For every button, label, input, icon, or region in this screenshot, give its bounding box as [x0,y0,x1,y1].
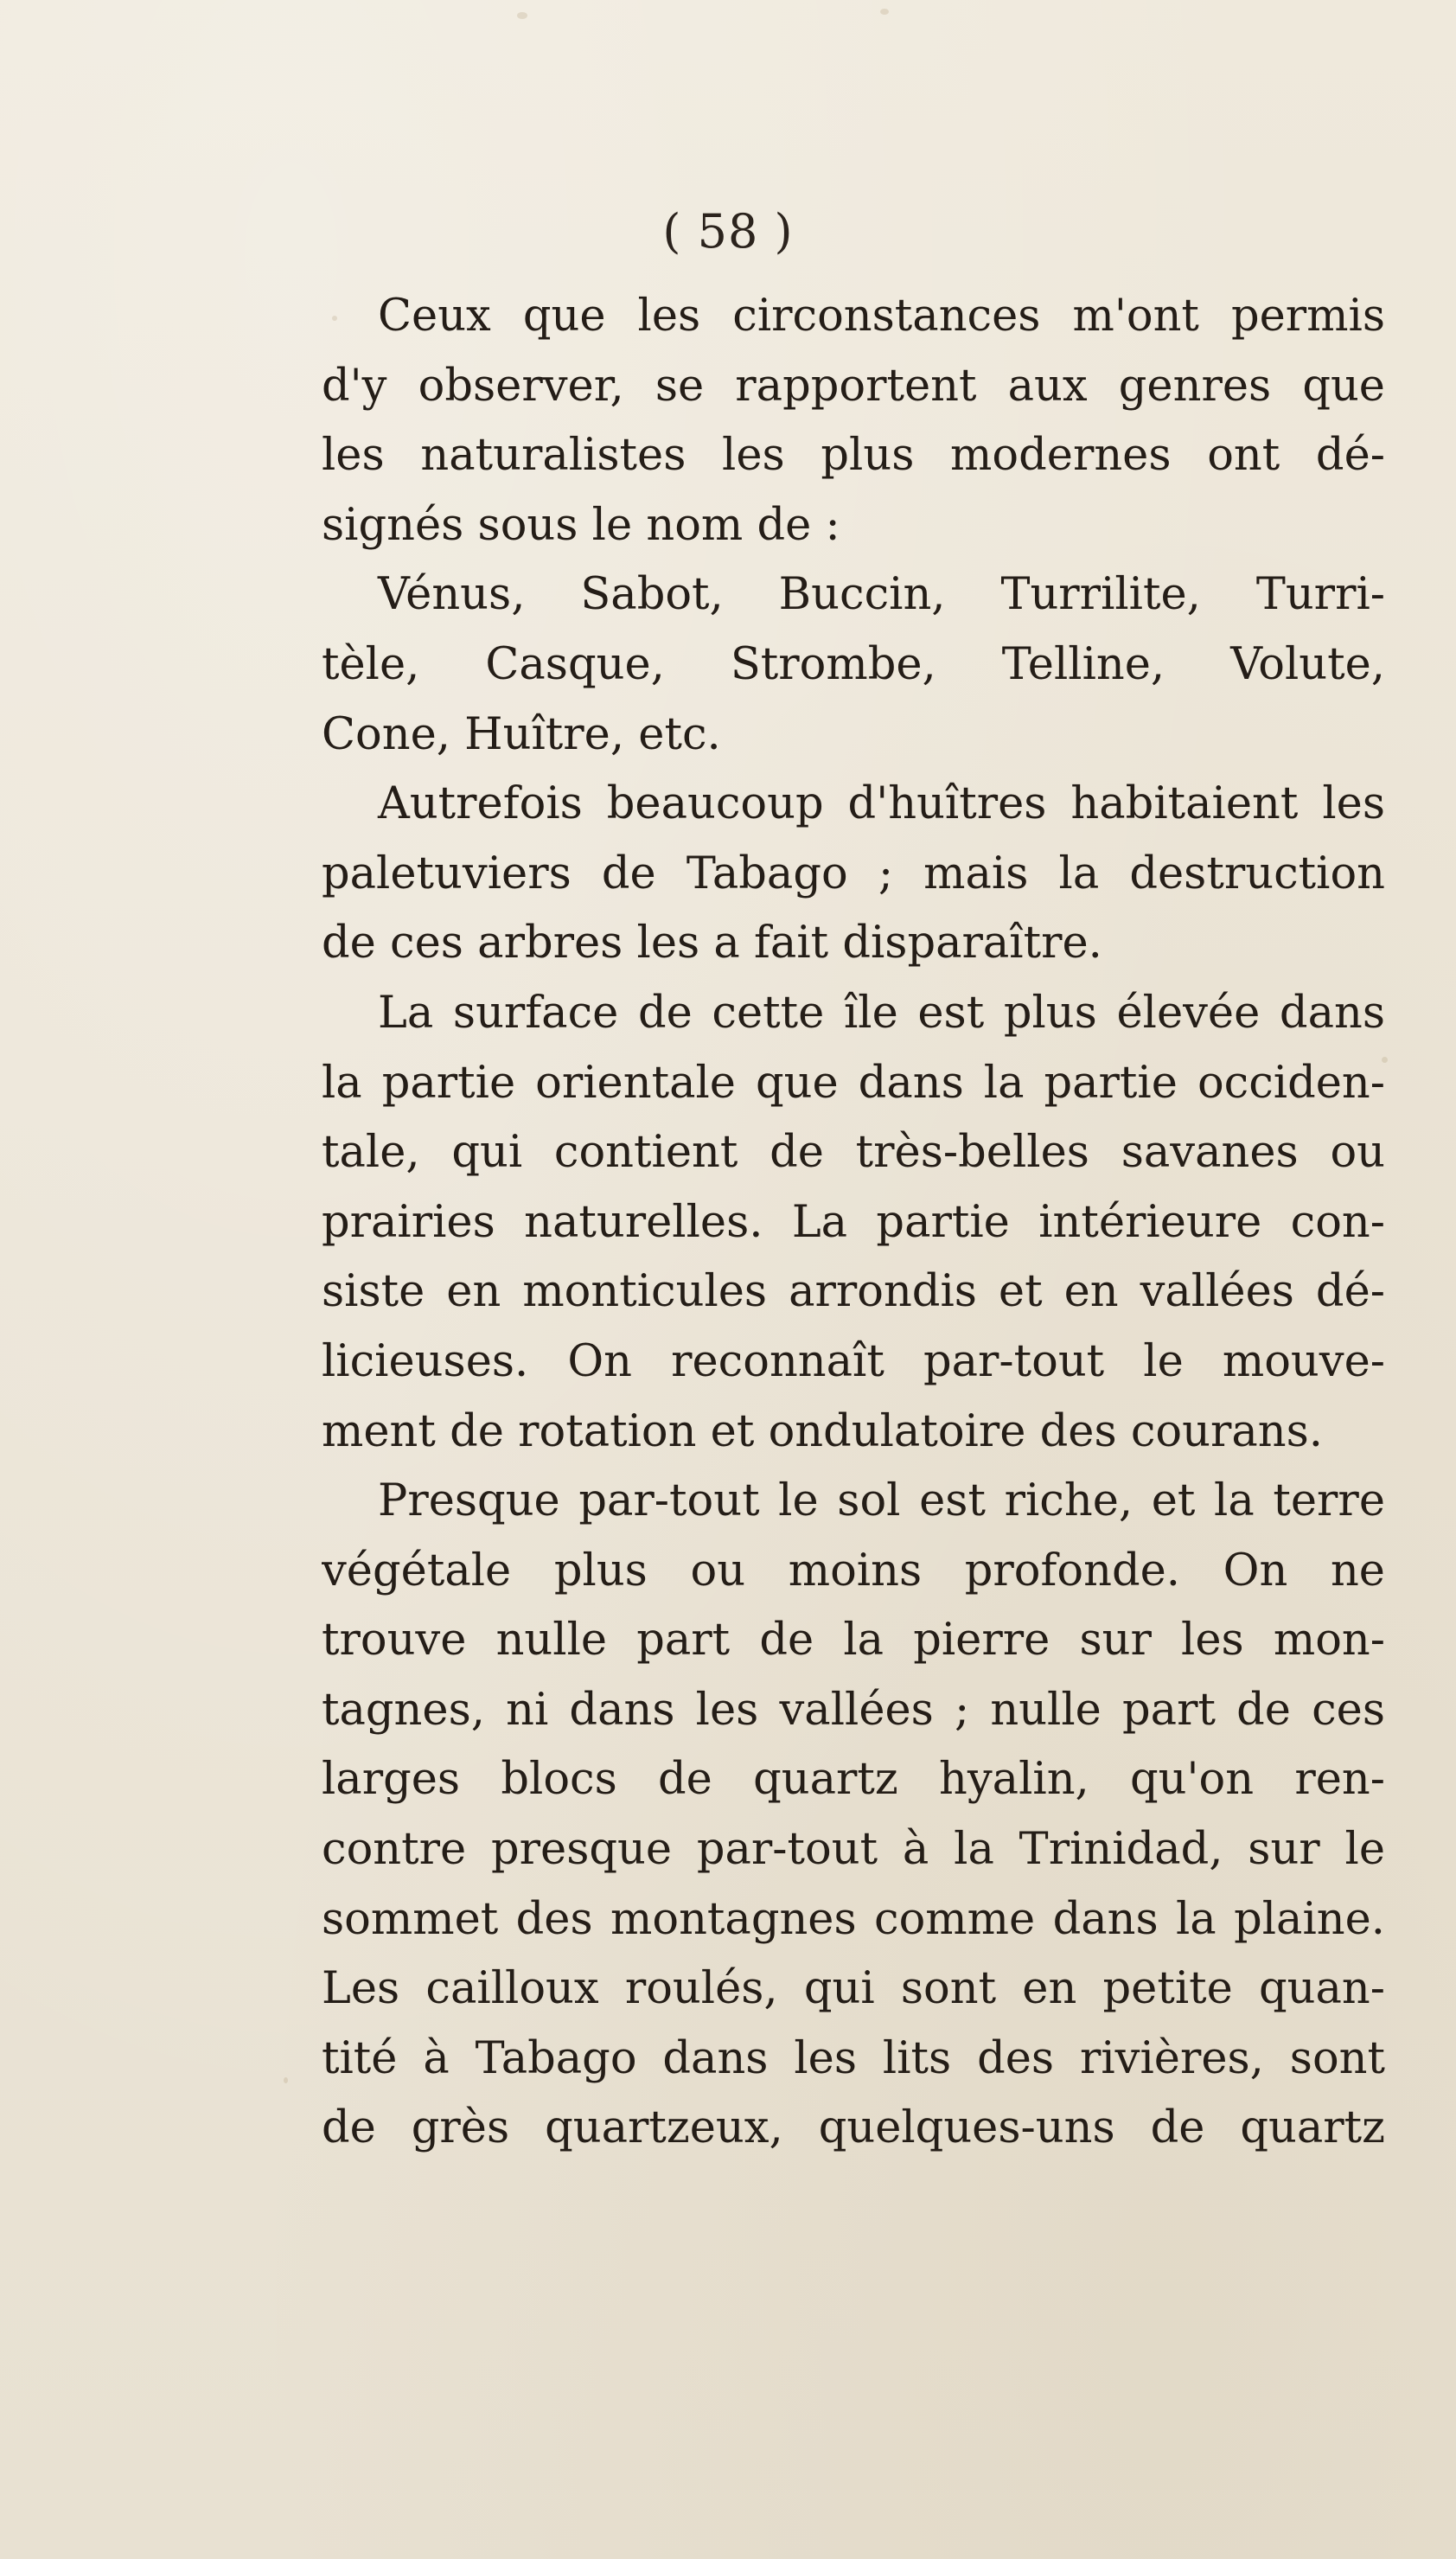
paper-stain [284,2077,288,2083]
page-number: ( 58 ) [662,204,794,259]
text-line: tagnes, ni dans les vallées ; nulle part de ces [322,1684,1385,1736]
text-line: les naturalistes les plus modernes ont dé- [322,430,1385,482]
text-line: trouve nulle part de la pierre sur les mon- [322,1615,1385,1667]
text-line: végétale plus ou moins profonde. On ne [322,1545,1385,1596]
text-line: ment de rotation et ondulatoire des courans. [322,1405,1323,1457]
text-line: contre presque par-tout à la Trinidad, sur le [322,1824,1385,1876]
text-line: La surface de cette île est plus élevée dans [378,987,1385,1039]
text-line: prairies naturelles. La partie intérieure con- [322,1196,1385,1248]
text-line: de ces arbres les a fait disparaître. [322,918,1102,969]
text-line: tité à Tabago dans les lits des rivières, sont [322,2032,1385,2084]
text-line: Cone, Huître, etc. [322,708,721,760]
text-line: Autrefois beaucoup d'huîtres habitaient les [378,778,1385,830]
paper-stain [517,12,527,19]
text-line: tale, qui contient de très-belles savanes ou [322,1127,1385,1179]
text-line: Vénus, Sabot, Buccin, Turrilite, Turri- [378,569,1385,621]
text-line: signés sous le nom de : [322,499,840,551]
text-line: siste en monticules arrondis et en vallées dé- [322,1266,1385,1318]
text-line: licieuses. On reconnaît par-tout le mouve- [322,1335,1385,1387]
text-line: Presque par-tout le sol est riche, et la terre [378,1475,1385,1527]
text-line: la partie orientale que dans la partie occiden- [322,1057,1385,1109]
paper-stain [880,9,889,15]
text-line: larges blocs de quartz hyalin, qu'on ren- [322,1754,1385,1806]
text-line: sommet des montagnes comme dans la plaine. [322,1893,1385,1945]
text-line: paletuviers de Tabago ; mais la destruction [322,848,1385,899]
body-text [322,282,1385,2164]
text-line: de grès quartzeux, quelques-uns de quartz [322,2102,1385,2154]
text-line: Les cailloux roulés, qui sont en petite quan- [322,1963,1385,2015]
text-line: Ceux que les circonstances m'ont permis [378,291,1385,342]
text-line: d'y observer, se rapportent aux genres que [322,360,1385,412]
text-line: tèle, Casque, Strombe, Telline, Volute, [322,638,1385,690]
